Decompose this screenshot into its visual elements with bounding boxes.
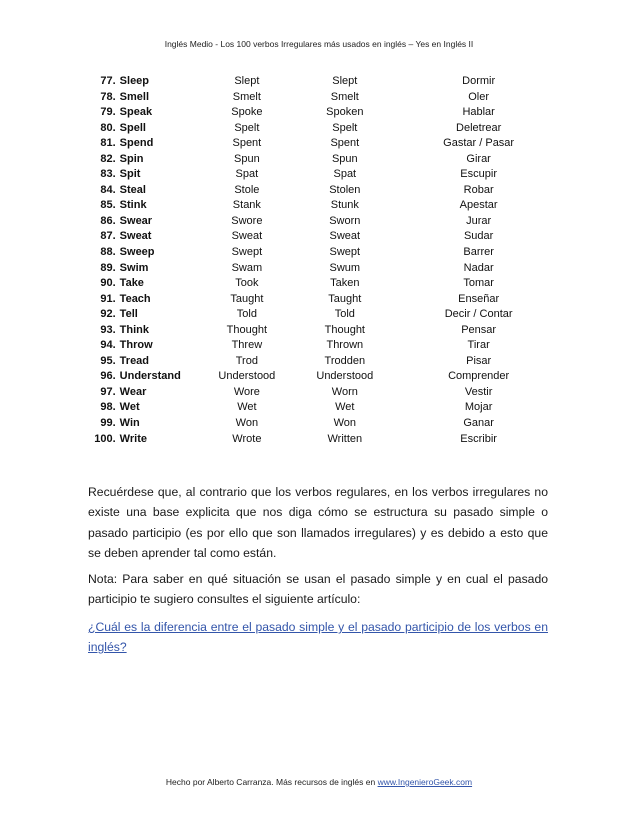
table-row [90, 121, 550, 137]
verb-number: 77. [100, 75, 116, 87]
verb-base-form: Sweep [119, 246, 155, 259]
table-row [90, 338, 550, 354]
table-row [90, 229, 550, 245]
verb-spanish-translation: Oler [468, 90, 490, 103]
verb-spanish-translation: Tomar [463, 277, 494, 290]
verb-past-simple: Wrote [232, 432, 262, 445]
verb-number: 79. [100, 106, 116, 119]
verb-past-participle: Spun [331, 152, 358, 165]
verb-past-simple: Spelt [234, 121, 260, 134]
verb-number: 84. [100, 183, 116, 196]
verb-spanish-translation: Ganar [463, 417, 494, 430]
verb-base-form: Win [119, 417, 140, 430]
verb-base-form: Throw [119, 339, 153, 352]
verb-past-simple: Spat [235, 168, 259, 181]
verb-number: 96. [100, 370, 116, 383]
table-row [90, 354, 550, 370]
verb-past-simple: Stank [232, 199, 261, 212]
verb-past-participle: Spelt [332, 121, 358, 134]
page-footer [0, 777, 638, 787]
table-row [90, 276, 550, 292]
verb-past-simple: Understood [218, 370, 276, 383]
page-header: Inglés Medio - Los 100 verbos Irregulares más usados en inglés – Yes en Inglés II [164, 39, 474, 49]
article-link[interactable]: ¿Cuál es la diferencia entre el pasado simple y el pasado participio de los verbos en inglés? [88, 620, 548, 655]
table-row [90, 90, 550, 106]
verb-number: 80. [100, 121, 116, 134]
verb-past-simple: Stole [234, 183, 260, 196]
verb-spanish-translation: Escribir [460, 432, 497, 445]
verb-past-participle: Thrown [326, 339, 364, 352]
table-row [90, 369, 550, 385]
verb-past-participle: Taken [330, 277, 360, 290]
verb-past-participle: Trodden [324, 354, 366, 367]
verb-base-form: Understand [119, 370, 181, 383]
verb-base-form: Take [119, 277, 144, 290]
verb-past-simple: Won [235, 417, 259, 430]
verb-past-participle: Wet [335, 401, 355, 414]
verb-spanish-translation: Mojar [464, 401, 493, 414]
verb-past-simple: Slept [234, 75, 260, 87]
verb-past-participle: Thought [324, 323, 365, 336]
verb-past-simple: Sweat [231, 230, 263, 243]
verb-past-participle: Sworn [329, 214, 361, 227]
verb-past-simple: Threw [231, 339, 263, 352]
verb-past-participle: Written [327, 432, 363, 445]
verb-base-form: Steal [119, 183, 146, 196]
footer-website-link[interactable]: www.IngenieroGeek.com [377, 777, 473, 787]
verb-past-simple: Spun [234, 152, 260, 165]
verb-base-form: Spin [119, 152, 144, 165]
verb-base-form: Spell [119, 121, 146, 134]
verb-number: 93. [100, 323, 116, 336]
verb-past-simple: Smelt [232, 90, 261, 103]
verb-base-form: Smell [119, 90, 150, 103]
table-row [90, 245, 550, 261]
verb-spanish-translation: Pisar [466, 354, 492, 367]
verb-number: 87. [100, 230, 116, 243]
verb-past-participle: Understood [316, 370, 374, 383]
verb-spanish-translation: Jurar [466, 214, 492, 227]
verb-base-form: Think [119, 323, 150, 336]
table-row [90, 214, 550, 230]
verb-base-form: Sleep [119, 75, 150, 87]
verb-past-participle: Taught [328, 292, 362, 305]
verb-spanish-translation: Deletrear [456, 121, 502, 134]
verb-spanish-translation: Girar [466, 152, 491, 165]
verb-number: 90. [100, 277, 116, 290]
table-row [90, 74, 550, 90]
verb-past-simple: Wore [233, 385, 260, 398]
note-paragraph: Nota: Para saber en qué situación se usan el pasado simple y en cual el pasado participio te sugiero consultes el siguiente artículo: [88, 572, 548, 607]
verb-past-participle: Spent [330, 137, 360, 150]
table-row [90, 136, 550, 152]
verb-spanish-translation: Robar [463, 183, 494, 196]
verb-spanish-translation: Escupir [460, 168, 497, 181]
verb-past-participle: Swept [329, 246, 361, 259]
article-link-paragraph [88, 617, 548, 658]
irregular-verbs-table [90, 74, 550, 447]
verb-past-simple: Swept [231, 246, 263, 259]
verb-past-participle: Stolen [329, 183, 361, 196]
verb-number: 92. [100, 308, 116, 321]
verb-base-form: Speak [119, 106, 153, 119]
verb-rows [90, 74, 550, 447]
verb-spanish-translation: Gastar / Pasar [443, 137, 515, 150]
table-row [90, 105, 550, 121]
verb-past-participle: Slept [332, 75, 358, 87]
verb-spanish-translation: Decir / Contar [444, 308, 513, 321]
verb-past-simple: Took [235, 277, 259, 290]
verb-past-participle: Won [333, 417, 357, 430]
table-row [90, 261, 550, 277]
table-row [90, 152, 550, 168]
verb-spanish-translation: Enseñar [458, 292, 500, 305]
verb-past-simple: Wet [237, 401, 257, 414]
verb-past-participle: Swum [329, 261, 361, 274]
verb-number: 97. [100, 385, 116, 398]
verb-base-form: Wet [119, 401, 140, 414]
verb-base-form: Teach [119, 292, 151, 305]
verb-base-form: Stink [119, 199, 147, 212]
verb-past-simple: Told [236, 308, 257, 321]
verb-number: 94. [100, 339, 116, 352]
table-row [90, 416, 550, 432]
verb-number: 78. [100, 90, 116, 103]
verb-past-participle: Told [334, 308, 355, 321]
verb-spanish-translation: Pensar [461, 323, 497, 336]
verb-number: 98. [100, 401, 116, 414]
verb-number: 89. [100, 261, 116, 274]
verb-base-form: Tell [119, 308, 138, 321]
verb-base-form: Swear [119, 214, 153, 227]
table-row [90, 400, 550, 416]
verb-past-simple: Spent [232, 137, 262, 150]
verb-spanish-translation: Comprender [448, 370, 510, 383]
table-row [90, 432, 550, 448]
verb-number: 99. [100, 417, 116, 430]
footer-text: Hecho por Alberto Carranza. Más recursos de inglés en [165, 777, 378, 787]
verb-past-participle: Spoken [326, 106, 364, 119]
verb-past-simple: Swam [231, 261, 263, 274]
verb-number: 82. [100, 152, 116, 165]
table-row [90, 292, 550, 308]
verb-spanish-translation: Barrer [463, 246, 494, 259]
verb-spanish-translation: Nadar [463, 261, 494, 274]
verb-number: 85. [100, 199, 116, 212]
verb-spanish-translation: Sudar [463, 230, 494, 243]
verb-past-simple: Thought [226, 323, 268, 336]
verb-number: 91. [100, 292, 116, 305]
table-row [90, 198, 550, 214]
verb-base-form: Wear [119, 385, 147, 398]
verb-spanish-translation: Hablar [462, 106, 495, 119]
verb-past-simple: Swore [231, 214, 263, 227]
verb-base-form: Spit [119, 168, 141, 181]
verb-number: 100. [94, 432, 116, 445]
explanation-paragraph: Recuérdese que, al contrario que los verbos regulares, en los verbos irregulares no existe una base explicita que nos diga cómo se estructura su pasado simple o pasado participio (es por ello que son llamados irregulares) y es debido a esto que se deben aprender tal como están. [88, 485, 548, 560]
verb-spanish-translation: Vestir [464, 385, 493, 398]
verb-number: 86. [100, 214, 116, 227]
table-row [90, 385, 550, 401]
verb-number: 83. [100, 168, 116, 181]
verb-base-form: Sweat [119, 230, 152, 243]
verb-past-participle: Stunk [330, 199, 359, 212]
verb-past-participle: Worn [331, 385, 358, 398]
verb-past-participle: Spat [333, 168, 357, 181]
verb-past-participle: Smelt [330, 90, 359, 103]
verb-number: 95. [100, 354, 116, 367]
verb-spanish-translation: Apestar [459, 199, 498, 212]
verb-number: 88. [100, 246, 116, 259]
table-row [90, 307, 550, 323]
verb-base-form: Swim [119, 261, 149, 274]
table-row [90, 167, 550, 183]
verb-past-participle: Sweat [329, 230, 361, 243]
verb-past-simple: Trod [235, 354, 258, 367]
verb-spanish-translation: Dormir [462, 75, 496, 87]
verb-base-form: Write [119, 432, 147, 445]
verb-number: 81. [100, 137, 116, 150]
verb-past-simple: Spoke [231, 106, 263, 119]
verb-spanish-translation: Tirar [467, 339, 490, 352]
verb-past-simple: Taught [230, 292, 264, 305]
verb-base-form: Spend [119, 137, 154, 150]
table-row [90, 183, 550, 199]
table-row [90, 323, 550, 339]
verb-base-form: Tread [119, 354, 150, 367]
